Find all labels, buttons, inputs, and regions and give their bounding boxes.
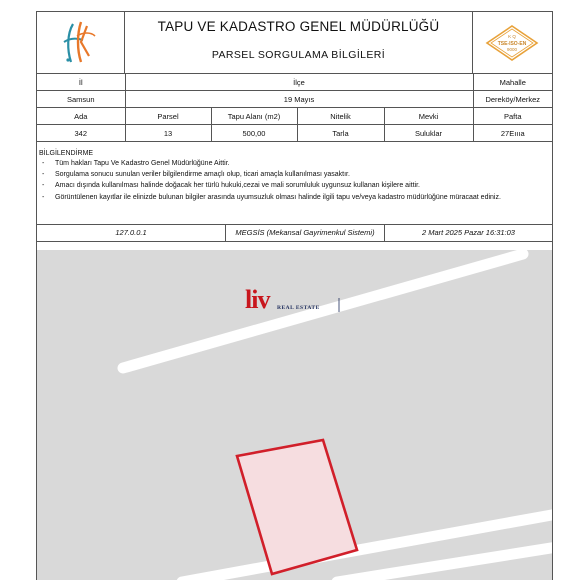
seal-line-3: 9000	[506, 47, 518, 52]
footer-bar	[37, 224, 552, 242]
query-datetime: 2 Mart 2025 Pazar 16:31:03	[422, 228, 515, 237]
tkgm-logo	[37, 12, 125, 73]
parsel-value: 13	[125, 125, 211, 142]
parcel-table	[37, 107, 552, 142]
seal-line-2: TSE-ISO-EN	[497, 41, 527, 47]
seal-line-1: K Q	[508, 34, 516, 39]
ada-label: Ada	[37, 108, 125, 125]
parcel-query-sheet	[36, 11, 553, 580]
mevki-label: Mevki	[384, 108, 473, 125]
system-name: MEGSİS (Mekansal Gayrimenkul Sistemi)	[226, 224, 385, 241]
tapu-alani-label: Tapu Alanı (m2)	[211, 108, 297, 125]
info-title: BİLGİLENDİRME	[39, 150, 94, 157]
page-title: TAPU VE KADASTRO GENEL MÜDÜRLÜĞÜ	[157, 19, 440, 34]
info-list	[41, 160, 546, 205]
location-label-row	[37, 74, 552, 91]
ilce-value: 19 Mayıs	[125, 91, 473, 108]
info-item: - Görüntülenen kayıtlar ile elinizde bulunan bilgiler arasında uyumsuzluk olması halinde ilgili tapu ve/veya kadastro müdürlüğüne müracaat ediniz.	[41, 194, 546, 203]
ip-address: 127.0.0.1	[37, 224, 226, 241]
pafta-value: 27Eıııa	[473, 125, 552, 142]
parsel-label: Parsel	[125, 108, 211, 125]
mevki-value: Suluklar	[384, 125, 473, 142]
parcel-map[interactable]	[37, 242, 552, 580]
tkgm-logo-icon	[37, 12, 124, 73]
watermark-brand: liv	[245, 285, 270, 314]
location-table	[37, 73, 552, 108]
il-value: Samsun	[37, 91, 125, 108]
nitelik-label: Nitelik	[297, 108, 384, 125]
il-label: İl	[37, 74, 125, 91]
ada-value: 342	[37, 125, 125, 142]
pafta-label: Pafta	[473, 108, 552, 125]
mahalle-label: Mahalle	[473, 74, 552, 91]
tapu-alani-value: 500,00	[211, 125, 297, 142]
info-section	[37, 148, 552, 225]
title-block	[125, 12, 473, 73]
parcel-label-row	[37, 108, 552, 125]
info-item: - Sorgulama sonucu sunulan veriler bilgilendirme amaçlı olup, ticari amaçla kullanılması yasaktır.	[41, 171, 546, 180]
nitelik-value: Tarla	[297, 125, 384, 142]
page-subtitle: PARSEL SORGULAMA BİLGİLERİ	[211, 49, 386, 61]
info-item: - Amacı dışında kullanılması halinde doğacak her türlü hukuki,cezai ve mali sorumluluk uygunsuz kullanan kişilere aittir.	[41, 182, 546, 191]
tse-seal	[473, 12, 552, 73]
ilce-label: İlçe	[125, 74, 473, 91]
watermark-text: REAL ESTATE	[277, 305, 320, 311]
info-item: - Tüm hakları Tapu Ve Kadastro Genel Müdürlüğüne Aittir.	[41, 160, 546, 169]
document-header	[37, 12, 552, 74]
tse-iso-seal-icon	[473, 12, 552, 73]
location-value-row	[37, 91, 552, 108]
parcel-map-canvas[interactable]	[37, 242, 552, 580]
mahalle-value: Dereköy/Merkez	[473, 91, 552, 108]
parcel-value-row	[37, 125, 552, 142]
